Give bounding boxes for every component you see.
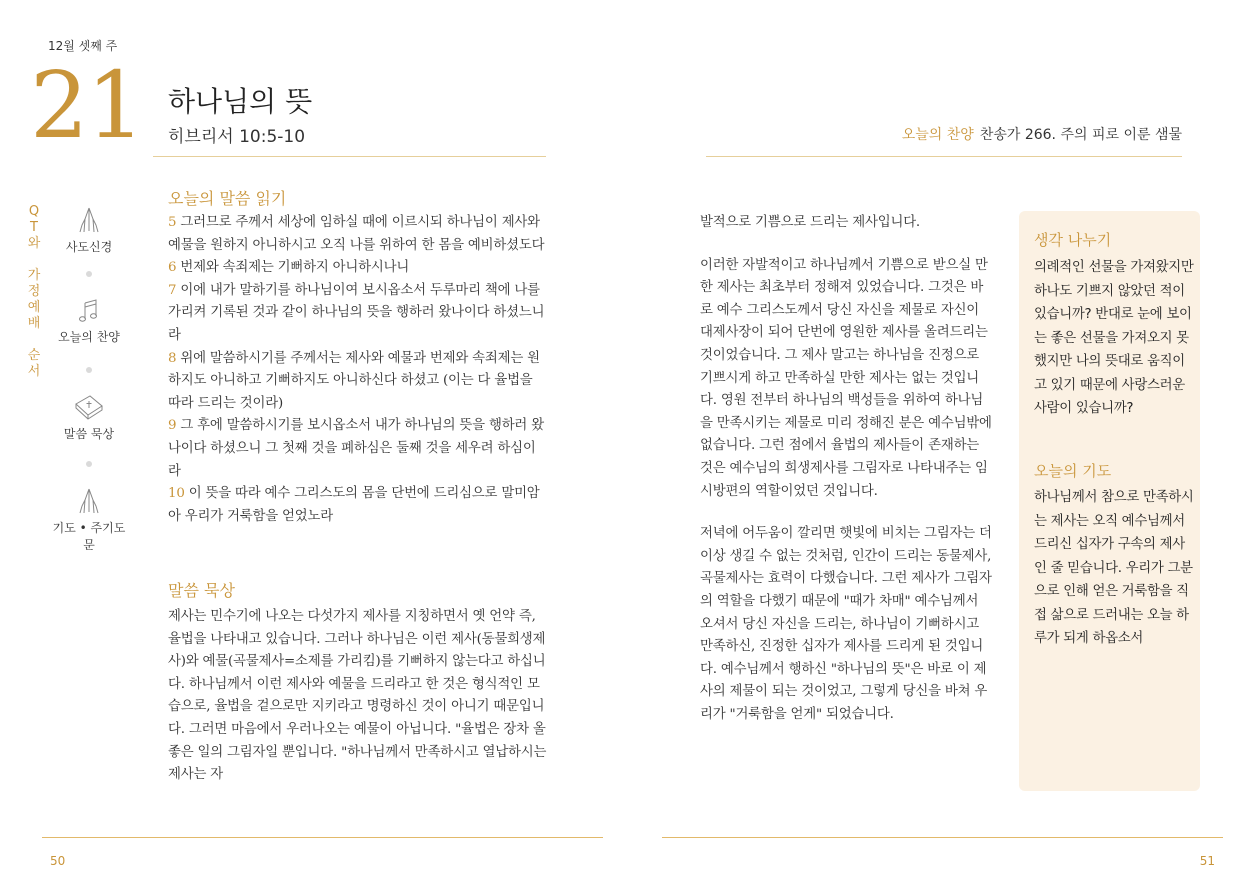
- verse-text: 그 후에 말씀하시기를 보시옵소서 내가 하나님의 뜻을 행하러 왔나이다 하셨으니 그 첫째 것을 폐하심은 둘째 것을 세우려 하심이라: [168, 418, 544, 479]
- sidebar-item-label: 오늘의 찬양: [58, 330, 120, 344]
- verse-number: 10: [168, 486, 185, 502]
- meditation-heading: 말씀 묵상: [168, 581, 235, 600]
- verse-text: 이에 내가 말하기를 하나님이여 보시옵소서 두루마리 책에 나를 가리켜 기록된 것과 같이 하나님의 뜻을 행하러 왔나이다 하셨느니라: [168, 282, 545, 343]
- vertical-char: 서: [27, 364, 41, 379]
- paragraph-spacer: [700, 503, 992, 523]
- verse-text: 번제와 속죄제는 기뻐하지 아니하시나니: [180, 260, 410, 276]
- page-number-right: 51: [1199, 854, 1215, 868]
- sidebar-vertical-label: [26, 204, 42, 380]
- verse-text: 그러므로 주께서 세상에 임하실 때에 이르시되 하나님이 제사와 예물을 원하지 아니하시고 오직 나를 위하여 한 몸을 예비하셨도다: [168, 215, 545, 253]
- sharing-heading: 생각 나누기: [1034, 231, 1112, 249]
- verse: [168, 415, 548, 483]
- sidebar-dot: [86, 461, 92, 467]
- verse: [168, 257, 548, 280]
- prayer-text: 하나님께서 참으로 만족하시는 제사는 오직 예수님께서 드리신 십자가 구속의 제사인 줄 믿습니다. 우리가 그분으로 인해 얻은 거룩함을 직접 삶으로 드러내는 오늘 하루가 되게 하옵소서: [1034, 490, 1194, 646]
- header-divider-right: [706, 156, 1182, 157]
- verse-number: 8: [168, 350, 177, 366]
- bible-icon: [73, 392, 105, 422]
- vertical-char: 와: [27, 236, 41, 251]
- vertical-char: Q: [28, 204, 40, 219]
- paragraph-spacer: [700, 235, 992, 255]
- vertical-char: 순: [27, 348, 41, 363]
- sidebar-item-label: 기도 • 주기도문: [52, 521, 126, 552]
- meditation-paragraph: 제사는 민수기에 나오는 다섯가지 제사를 지칭하면서 옛 언약 즉, 율법을 나타내고 있습니다. 그러나 하나님은 이런 제사(동물희생제사)와 예물(곡물제사=소제를 가리킴)를 기뻐하지 않는다고 하십니다. 하나님께서 이런 제사와 예물을 드리라고 한 것은 형식적인 모습으로, 율법을 겉으로만 지키라고 명령하신 것이 아니기 때문입니다. 그러면 마음에서 우러나오는 예물이 아닙니다. "율법은 장차 올 좋은 일의 그림자일 뿐입니다. "하나님께서 만족하시고 열납하시는 제사는 자: [168, 609, 547, 783]
- verse-text: 이 뜻을 따라 예수 그리스도의 몸을 단번에 드리심으로 말미암아 우리가 거룩함을 얻었노라: [168, 486, 540, 524]
- sidebar-item-prayer[interactable]: [52, 486, 126, 553]
- sidebar-item-hymn[interactable]: [52, 297, 126, 345]
- verse-number: 6: [168, 260, 177, 276]
- verse-number: 5: [168, 215, 177, 230]
- sidebar-dot: [86, 271, 92, 277]
- sidebar-item-creed[interactable]: [52, 205, 126, 255]
- meditation-continued: [700, 212, 992, 726]
- sidebar-item-meditation[interactable]: [52, 392, 126, 442]
- praying-hands-icon: [74, 486, 104, 516]
- hymn-label: 오늘의 찬양: [901, 127, 974, 143]
- vertical-char: 배: [27, 316, 41, 331]
- hymn-line: [902, 124, 1182, 144]
- sidebar-item-label: 사도신경: [65, 240, 113, 254]
- vertical-char: 정: [27, 284, 41, 299]
- verses-block: [168, 212, 548, 528]
- meditation-paragraph: 저녁에 어두움이 깔리면 햇빛에 비치는 그림자는 더 이상 생길 수 없는 것처럼, 인간이 드리는 동물제사, 곡물제사는 효력이 다했습니다. 그런 제사가 그림자의 역할을 다했기 때문에 "때가 차매" 예수님께서 오셔서 당신 자신을 드리는, 하나님이 기뻐하시고 만족하신, 진정한 십자가 제사를 드리게 된 것입니다. 예수님께서 행하신 "하나님의 뜻"은 바로 이 제사의 제물이 되는 것이었고, 그렇게 당신을 바쳐 우리가 "거룩함을 얻게" 되었습니다.: [700, 526, 992, 722]
- meditation-paragraph: 발적으로 기쁨으로 드리는 제사입니다.: [700, 215, 920, 230]
- hymn-title: 찬송가 266. 주의 피로 이룬 샘물: [979, 127, 1182, 143]
- prayer-heading: 오늘의 기도: [1034, 462, 1112, 480]
- sidebar-dot: [86, 367, 92, 373]
- vertical-char: 가: [27, 268, 41, 283]
- praying-hands-icon: [74, 205, 104, 235]
- day-number: 21: [30, 52, 144, 159]
- header-divider-left: [153, 156, 546, 157]
- scripture-reference: 히브리서 10:5-10: [168, 127, 306, 147]
- music-note-icon: [74, 297, 104, 325]
- verse-text: 위에 말씀하시기를 주께서는 제사와 예물과 번제와 속죄제는 원하지도 아니하고 기뻐하지도 아니하신다 하셨고 (이는 다 율법을 따라 드리는 것이라): [168, 350, 540, 411]
- page-number-left: 50: [50, 854, 66, 868]
- meditation-paragraph: 이러한 자발적이고 하나님께서 기쁨으로 받으실 만한 제사는 최초부터 정해져 있었습니다. 그것은 바로 예수 그리스도께서 당신 자신을 제물로 자신이 대제사장이 되어 단번에 영원한 제사를 올려드리는 것이었습니다. 그 제사 말고는 하나님을 진정으로 기쁘시게 하고 만족하실 만한 제사는 없는 것입니다. 영원 전부터 하나님의 백성들을 위하여 하나님을 만족시키는 제물로 미리 정해진 분은 예수님밖에 없습니다. 그런 점에서 율법의 제사들이 존재하는 것은 예수님의 희생제사를 그림자로 나타내주는 임시방편의 역할이었던 것입니다.: [700, 257, 992, 499]
- reflection-box: [1019, 211, 1200, 791]
- vertical-char: T: [30, 220, 38, 235]
- verse-number: 9: [168, 418, 177, 434]
- vertical-gap: [26, 252, 42, 268]
- verse: [168, 348, 548, 416]
- vertical-char: 예: [27, 300, 41, 315]
- reading-heading: 오늘의 말씀 읽기: [168, 189, 287, 208]
- verse-number: 7: [168, 282, 177, 298]
- vertical-gap: [26, 332, 42, 348]
- footer-rule-right: [662, 837, 1223, 838]
- verse: [168, 280, 548, 348]
- page-title: 하나님의 뜻: [168, 85, 313, 118]
- verse: [168, 483, 548, 528]
- sharing-text: 의례적인 선물을 가져왔지만 하나도 기쁘지 않았던 적이 있습니까? 반대로 눈에 보이는 좋은 선물을 가져오지 못했지만 나의 뜻대로 움직이고 있기 때문에 사랑스러운 사람이 있습니까?: [1034, 260, 1194, 416]
- verse: [168, 212, 548, 257]
- footer-rule-left: [42, 837, 603, 838]
- week-label: 12월 셋째 주: [48, 39, 118, 53]
- sidebar-item-label: 말씀 묵상: [63, 427, 115, 441]
